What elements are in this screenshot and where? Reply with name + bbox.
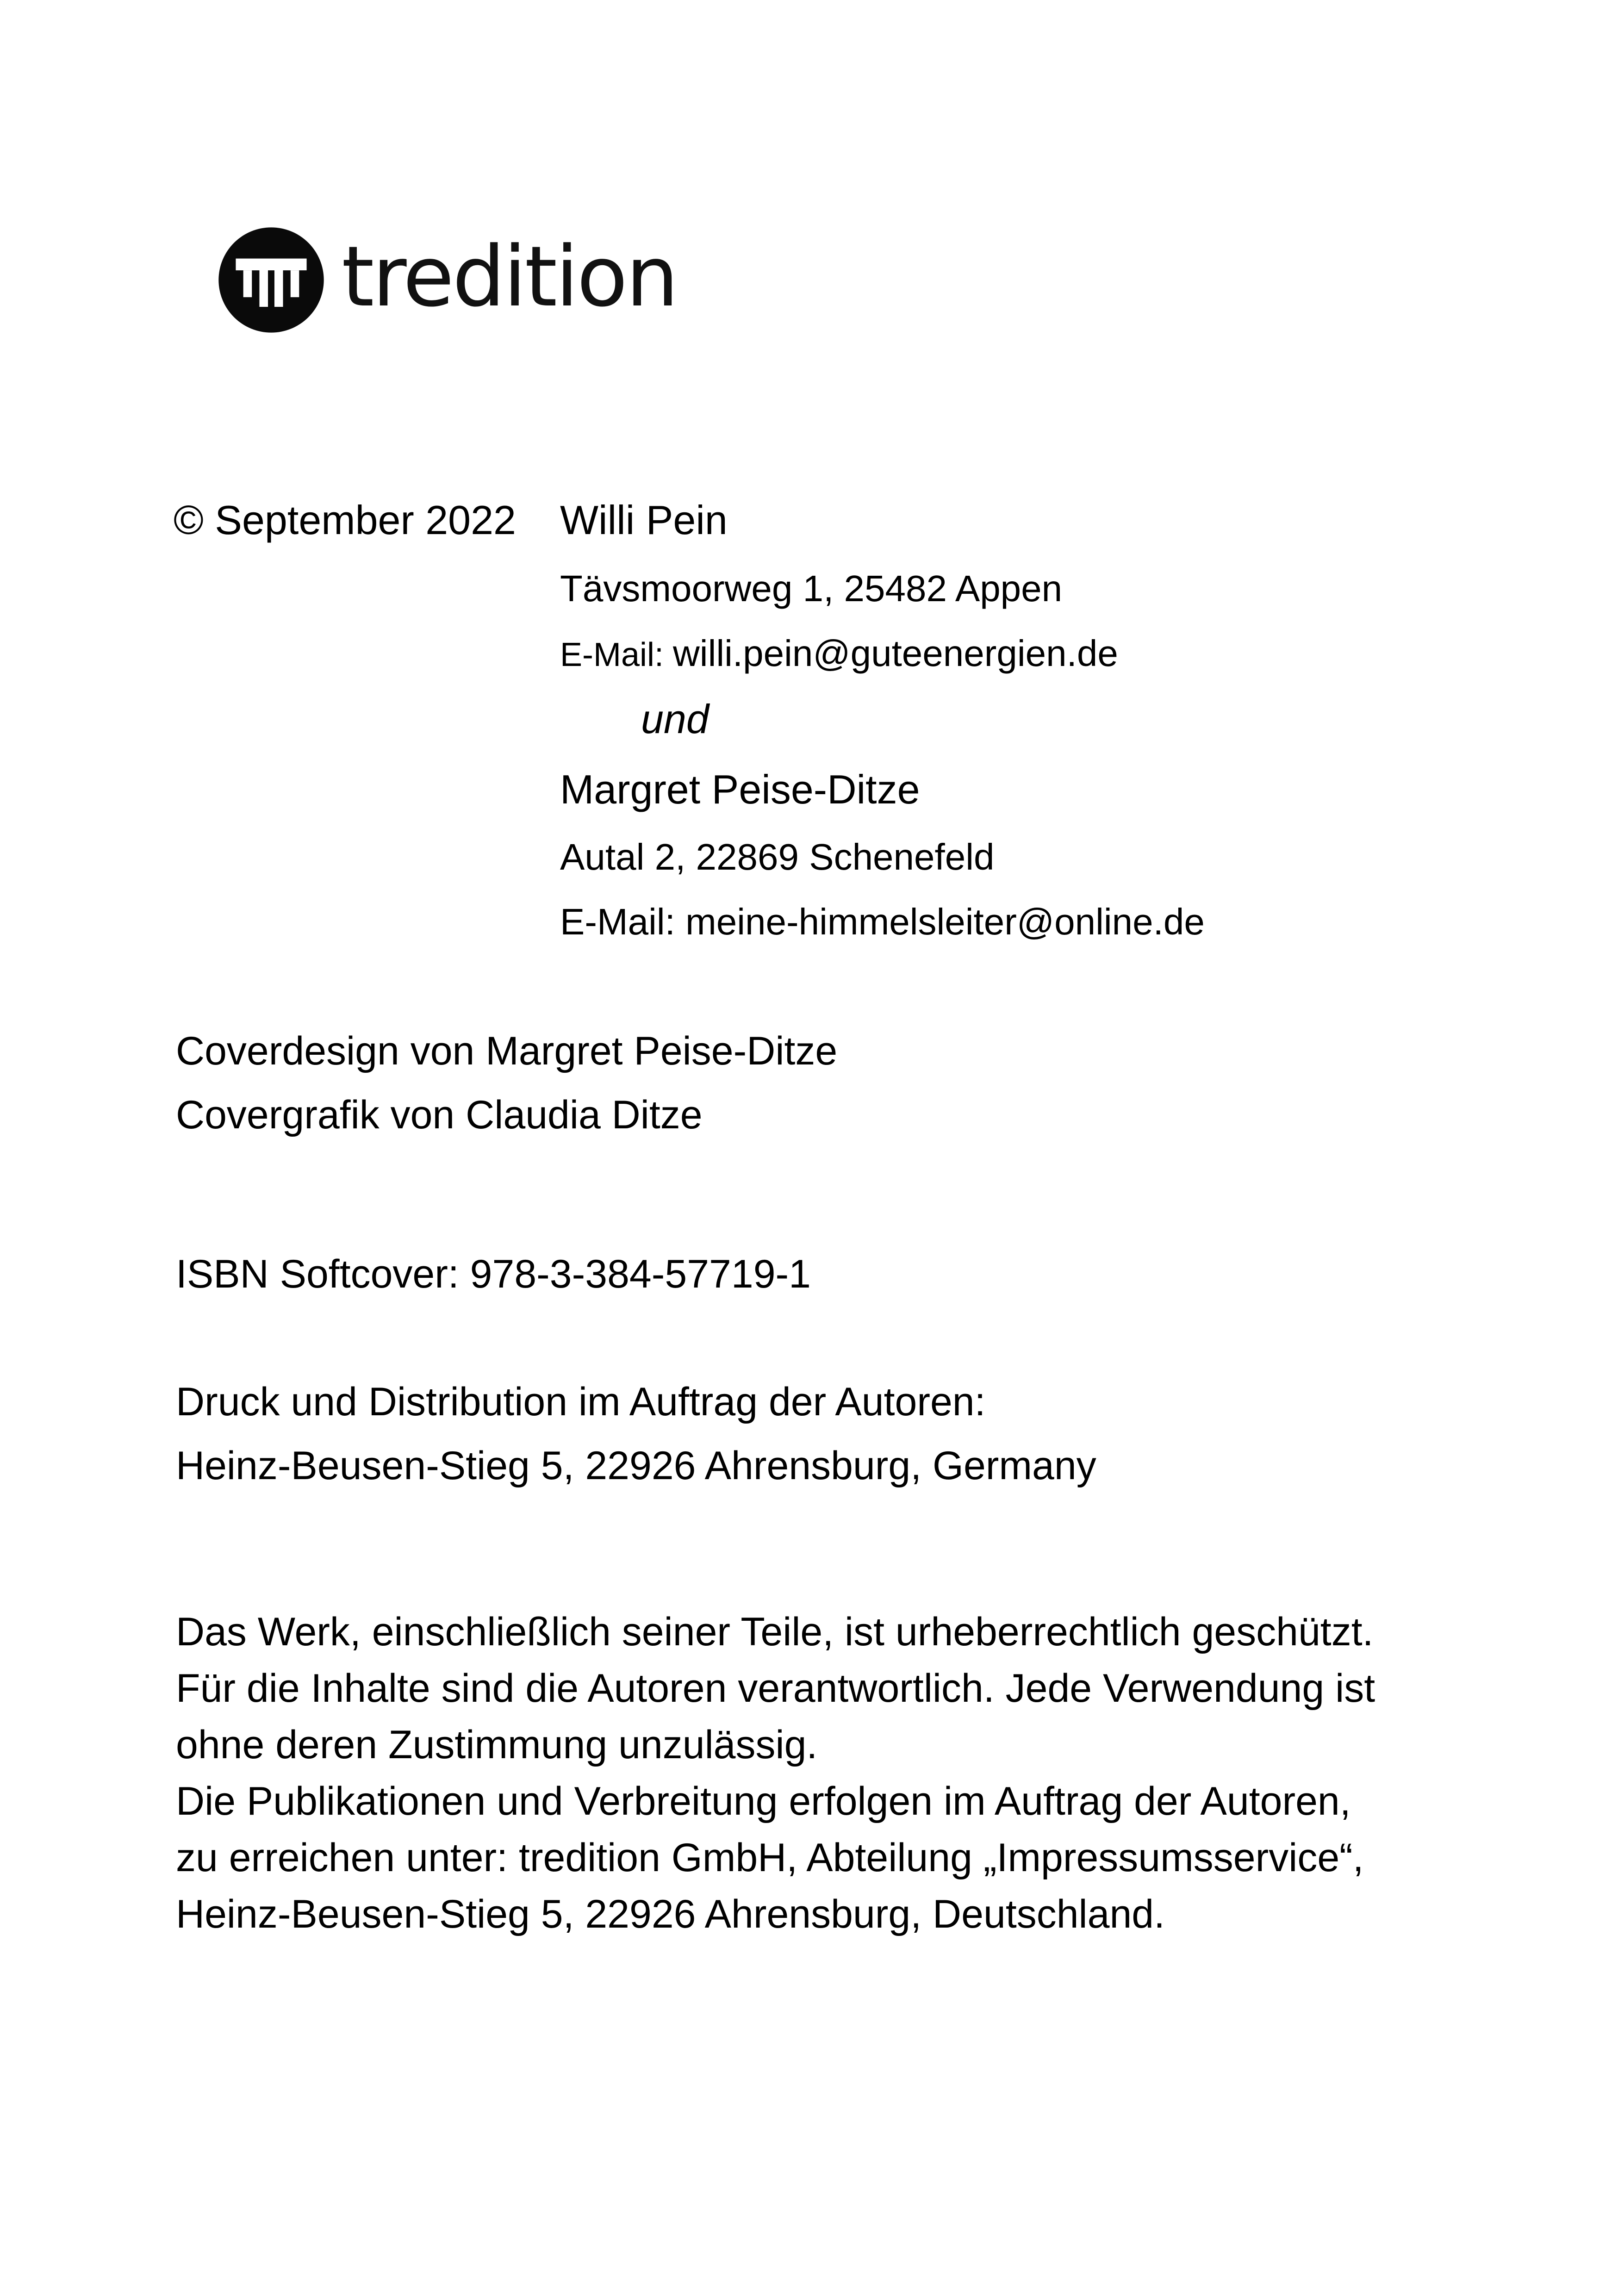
tredition-logo-icon — [218, 226, 325, 334]
conjunction-und: und — [641, 696, 709, 742]
author2-address: Autal 2, 22869 Schenefeld — [560, 836, 995, 877]
author2-email: E-Mail: meine-himmelsleiter@online.de — [560, 901, 1205, 942]
isbn: ISBN Softcover: 978-3-384-57719-1 — [176, 1252, 811, 1296]
publisher-logo — [218, 224, 677, 336]
legal-line: zu erreichen unter: tredition GmbH, Abteilung „Impressumsservice“, — [176, 1836, 1364, 1880]
legal-notice — [176, 1604, 1375, 1942]
copyright-date: © September 2022 — [174, 497, 516, 543]
legal-line: Die Publikationen und Verbreitung erfolgen im Auftrag der Autoren, — [176, 1779, 1351, 1823]
author1-name: Willi Pein — [560, 497, 728, 543]
distribution-line-2: Heinz-Beusen-Stieg 5, 22926 Ahrensburg, Germany — [176, 1444, 1096, 1488]
logo-wordmark: tredition — [342, 229, 677, 325]
author1-email-label: E-Mail: — [560, 636, 673, 673]
author1-email: willi.pein@guteenergien.de — [673, 633, 1118, 674]
author1-email-row — [560, 635, 1118, 672]
author1-address: Tävsmoorweg 1, 25482 Appen — [560, 568, 1063, 609]
legal-line: ohne deren Zustimmung unzulässig. — [176, 1723, 818, 1767]
legal-line: Für die Inhalte sind die Autoren verantwortlich. Jede Verwendung ist — [176, 1666, 1375, 1711]
legal-line: Das Werk, einschließlich seiner Teile, ist urheberrechtlich geschützt. — [176, 1610, 1374, 1654]
author2-name: Margret Peise-Ditze — [560, 766, 920, 812]
cover-graphic-credit: Covergrafik von Claudia Ditze — [176, 1093, 703, 1137]
cover-design-credit: Coverdesign von Margret Peise-Ditze — [176, 1029, 838, 1073]
legal-line: Heinz-Beusen-Stieg 5, 22926 Ahrensburg, Deutschland. — [176, 1892, 1165, 1936]
distribution-line-1: Druck und Distribution im Auftrag der Autoren: — [176, 1380, 986, 1424]
